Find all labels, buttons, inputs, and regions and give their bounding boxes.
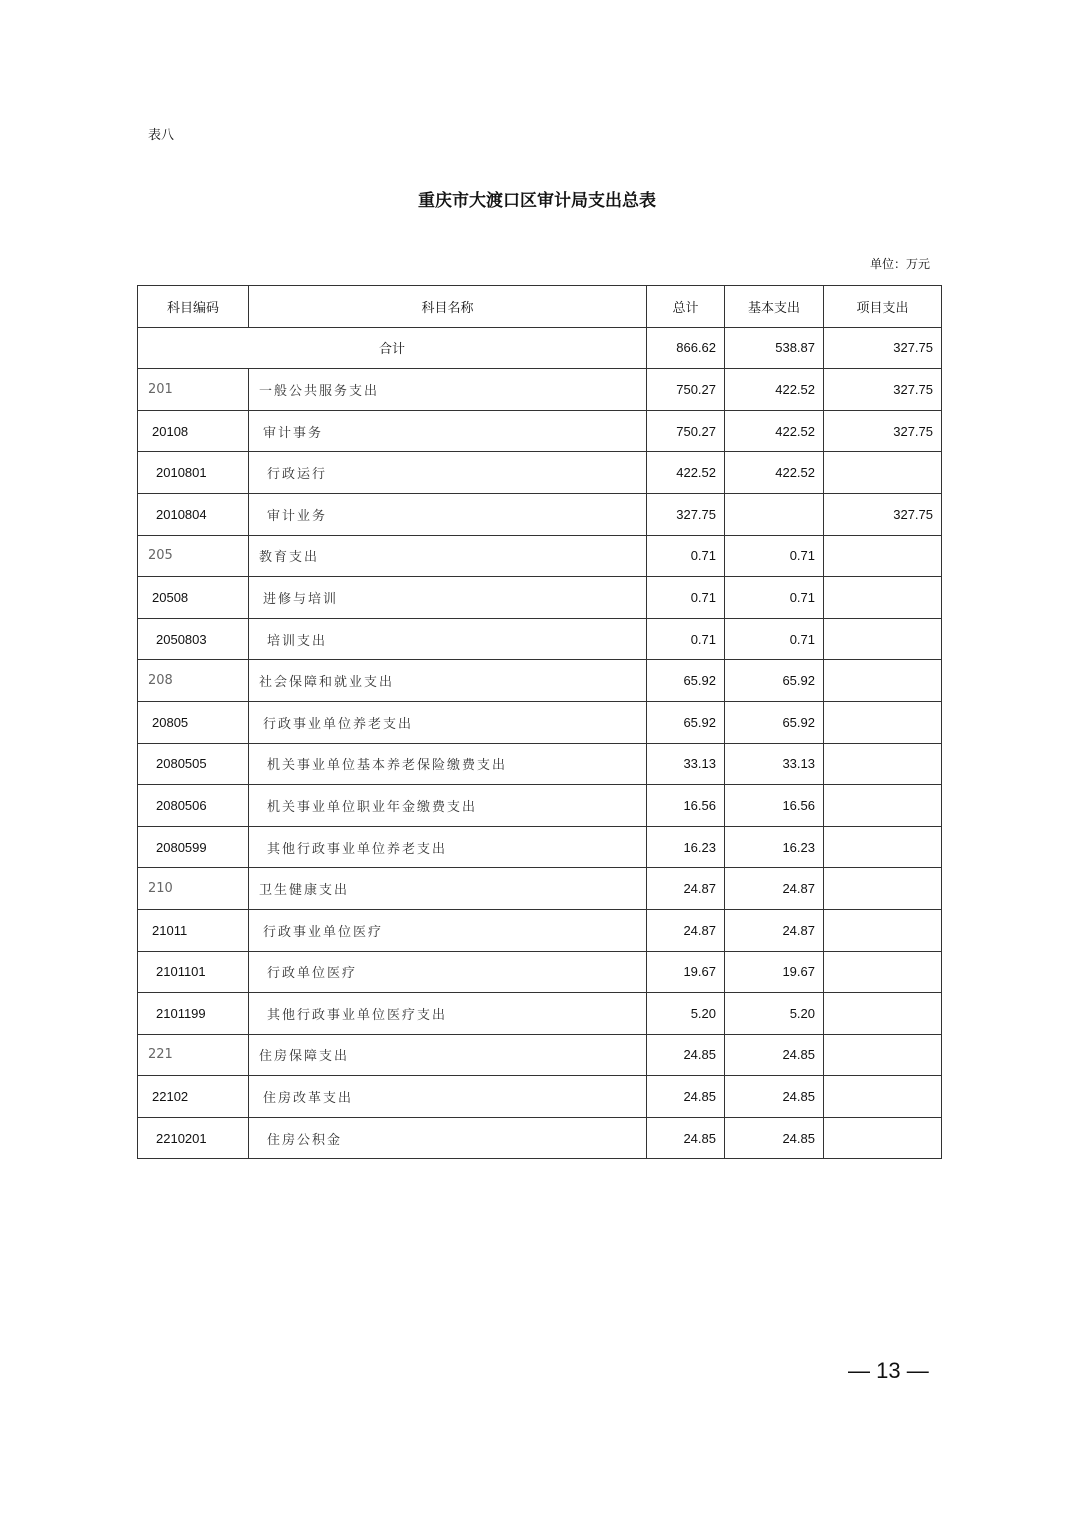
table-label: 表八 <box>148 128 175 143</box>
table-row <box>138 618 942 660</box>
expenditure-table <box>137 285 942 1159</box>
row-total: 750.27 <box>647 410 725 452</box>
row-total: 24.85 <box>647 1117 725 1159</box>
table-row <box>138 826 942 868</box>
row-project <box>824 868 942 910</box>
row-name: 机关事业单位基本养老保险缴费支出 <box>249 743 647 785</box>
row-project <box>824 993 942 1035</box>
row-project <box>824 535 942 577</box>
row-code: 205 <box>138 535 249 577</box>
row-total: 16.56 <box>647 785 725 827</box>
row-total: 16.23 <box>647 826 725 868</box>
row-code: 210 <box>138 868 249 910</box>
row-code: 21011 <box>138 909 249 951</box>
row-project: 327.75 <box>824 410 942 452</box>
row-name: 培训支出 <box>249 618 647 660</box>
row-code: 2101199 <box>138 993 249 1035</box>
row-basic <box>725 493 824 535</box>
row-code: 2050803 <box>138 618 249 660</box>
row-basic: 24.85 <box>725 1117 824 1159</box>
row-project: 327.75 <box>824 493 942 535</box>
table-row <box>138 577 942 619</box>
row-code: 20805 <box>138 701 249 743</box>
table-row <box>138 951 942 993</box>
row-total: 65.92 <box>647 660 725 702</box>
row-basic: 24.87 <box>725 909 824 951</box>
total-label: 合计 <box>138 327 647 369</box>
row-total: 19.67 <box>647 951 725 993</box>
row-code: 20508 <box>138 577 249 619</box>
row-project <box>824 826 942 868</box>
row-code: 201 <box>138 369 249 411</box>
row-code: 2080599 <box>138 826 249 868</box>
row-name: 一般公共服务支出 <box>249 369 647 411</box>
table-row <box>138 369 942 411</box>
row-project <box>824 909 942 951</box>
row-total: 65.92 <box>647 701 725 743</box>
row-name: 住房公积金 <box>249 1117 647 1159</box>
row-code: 221 <box>138 1034 249 1076</box>
row-project <box>824 577 942 619</box>
table-row <box>138 701 942 743</box>
row-basic: 24.85 <box>725 1076 824 1118</box>
table-row <box>138 410 942 452</box>
page-number: — 13 — <box>848 1358 929 1383</box>
header-basic: 基本支出 <box>725 286 824 328</box>
row-name: 卫生健康支出 <box>249 868 647 910</box>
row-basic: 65.92 <box>725 660 824 702</box>
row-code: 20108 <box>138 410 249 452</box>
row-total: 24.87 <box>647 868 725 910</box>
total-project: 327.75 <box>824 327 942 369</box>
row-total: 750.27 <box>647 369 725 411</box>
row-project: 327.75 <box>824 369 942 411</box>
header-name: 科目名称 <box>249 286 647 328</box>
row-basic: 24.87 <box>725 868 824 910</box>
row-basic: 422.52 <box>725 369 824 411</box>
row-code: 2080506 <box>138 785 249 827</box>
row-basic: 422.52 <box>725 452 824 494</box>
row-total: 33.13 <box>647 743 725 785</box>
row-total: 24.85 <box>647 1034 725 1076</box>
table-row <box>138 868 942 910</box>
row-project <box>824 1117 942 1159</box>
total-basic: 538.87 <box>725 327 824 369</box>
row-basic: 0.71 <box>725 535 824 577</box>
row-basic: 0.71 <box>725 618 824 660</box>
unit-label: 单位：万元 <box>869 257 930 271</box>
row-name: 其他行政事业单位医疗支出 <box>249 993 647 1035</box>
row-project <box>824 743 942 785</box>
row-project <box>824 785 942 827</box>
row-basic: 65.92 <box>725 701 824 743</box>
row-basic: 5.20 <box>725 993 824 1035</box>
row-project <box>824 618 942 660</box>
header-total: 总计 <box>647 286 725 328</box>
row-name: 行政事业单位医疗 <box>249 909 647 951</box>
row-basic: 16.56 <box>725 785 824 827</box>
row-name: 教育支出 <box>249 535 647 577</box>
table-row <box>138 785 942 827</box>
row-basic: 24.85 <box>725 1034 824 1076</box>
row-basic: 16.23 <box>725 826 824 868</box>
row-total: 24.87 <box>647 909 725 951</box>
total-row <box>138 327 942 369</box>
table-row <box>138 743 942 785</box>
row-total: 327.75 <box>647 493 725 535</box>
total-total: 866.62 <box>647 327 725 369</box>
row-project <box>824 951 942 993</box>
table-row <box>138 452 942 494</box>
row-total: 0.71 <box>647 535 725 577</box>
row-name: 机关事业单位职业年金缴费支出 <box>249 785 647 827</box>
row-code: 2101101 <box>138 951 249 993</box>
row-project <box>824 1034 942 1076</box>
row-name: 审计事务 <box>249 410 647 452</box>
row-total: 422.52 <box>647 452 725 494</box>
row-name: 进修与培训 <box>249 577 647 619</box>
table-header-row <box>138 286 942 328</box>
header-project: 项目支出 <box>824 286 942 328</box>
page-title: 重庆市大渡口区审计局支出总表 <box>418 191 656 211</box>
row-code: 2210201 <box>138 1117 249 1159</box>
row-code: 22102 <box>138 1076 249 1118</box>
row-project <box>824 1076 942 1118</box>
row-total: 0.71 <box>647 618 725 660</box>
table-row <box>138 1076 942 1118</box>
row-name: 社会保障和就业支出 <box>249 660 647 702</box>
row-name: 住房改革支出 <box>249 1076 647 1118</box>
table-row <box>138 660 942 702</box>
row-total: 5.20 <box>647 993 725 1035</box>
row-name: 行政事业单位养老支出 <box>249 701 647 743</box>
table-row <box>138 993 942 1035</box>
row-project <box>824 452 942 494</box>
row-total: 24.85 <box>647 1076 725 1118</box>
row-name: 行政单位医疗 <box>249 951 647 993</box>
row-name: 行政运行 <box>249 452 647 494</box>
row-name: 住房保障支出 <box>249 1034 647 1076</box>
header-code: 科目编码 <box>138 286 249 328</box>
table-row <box>138 1034 942 1076</box>
table-row <box>138 493 942 535</box>
row-code: 2010801 <box>138 452 249 494</box>
row-name: 其他行政事业单位养老支出 <box>249 826 647 868</box>
row-project <box>824 660 942 702</box>
row-basic: 422.52 <box>725 410 824 452</box>
row-basic: 33.13 <box>725 743 824 785</box>
row-project <box>824 701 942 743</box>
row-code: 2080505 <box>138 743 249 785</box>
row-total: 0.71 <box>647 577 725 619</box>
row-name: 审计业务 <box>249 493 647 535</box>
row-code: 208 <box>138 660 249 702</box>
row-basic: 19.67 <box>725 951 824 993</box>
table-row <box>138 909 942 951</box>
table-row <box>138 535 942 577</box>
row-code: 2010804 <box>138 493 249 535</box>
table-row <box>138 1117 942 1159</box>
row-basic: 0.71 <box>725 577 824 619</box>
